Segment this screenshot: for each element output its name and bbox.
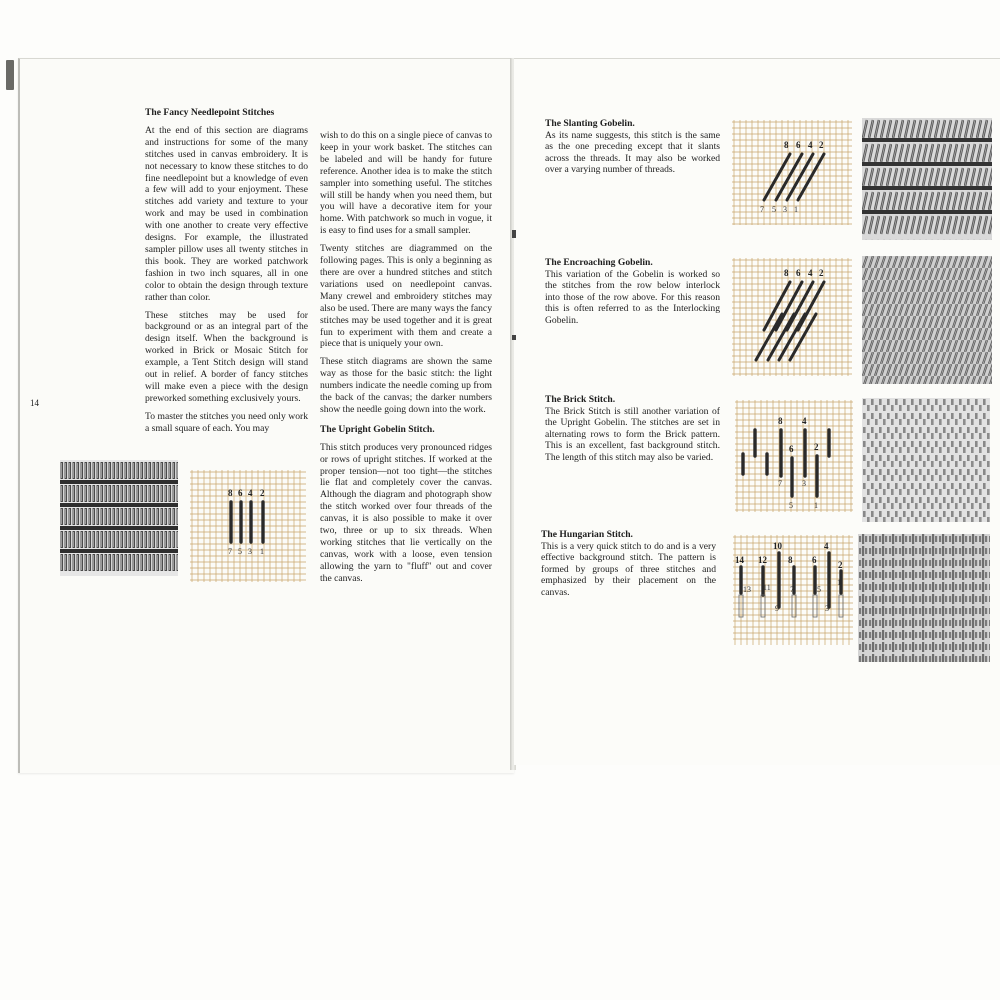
paragraph: At the end of this section are diagrams and instructions for some of the many stitches used in canvas embroidery. It is not necessary to know these stitches to do fine needlepoint but a knowledge of even a few will add to your enjoyment. These stitches add variety and texture to your work and may be used in combination with one another to create very effective designs. For example, the illustrated sampler pillow uses all twenty stitches in this book. They are worked patchwork fashion in two inch squares, all in one color to obtain the design through texture rather than color.	[145, 124, 308, 303]
diagram-number: 5	[238, 547, 242, 556]
paragraph: These stitches may be used for background or as an integral part of the design itself. When the background is worked in Brick or Mosaic Stitch for example, a Tent Stitch design will stand out in relief. A border of fancy stitches will make even a piece with the design preworked something exclusively yours.	[145, 309, 308, 404]
diagram-number: 7	[790, 585, 794, 594]
diagram-number: 5	[817, 585, 821, 594]
diagram-number: 2	[819, 268, 824, 278]
binding-edge	[6, 60, 14, 90]
diagram-number: 8	[788, 555, 793, 565]
diagram-number: 8	[784, 268, 789, 278]
hungarian-stitch-entry	[541, 529, 716, 599]
diagram-number: 1	[794, 205, 798, 214]
diagram-number: 2	[260, 488, 265, 498]
diagram-number: 6	[789, 444, 794, 454]
upright-gobelin-text: This stitch produces very pronounced ridges or rows of upright stitches. If worked at the proper tension—not too tight—the stitches lie flat and completely cover the canvas. Although the diagram and photograph show the stitch worked over four threads of the canvas, it is also possible to make it over two, three or up to six threads. When working stitches that lie vertically on the canvas, work with a loose, even tension allowing the yarn to "fluff" out and cover the canvas.	[320, 441, 492, 584]
diagram-number: 7	[778, 479, 782, 488]
gutter-mark	[512, 230, 516, 238]
encroaching-gobelin-text: This variation of the Gobelin is worked so the stitches from the row below interlock into those of the row above. For this reason this is often referred to as the Interlocking Gobelin.	[545, 268, 720, 326]
brick-stitch-photo	[862, 398, 990, 522]
gutter-mark	[512, 335, 516, 340]
diagram-number: 8	[778, 416, 783, 426]
slanting-gobelin-title: The Slanting Gobelin.	[545, 118, 635, 129]
paragraph: wish to do this on a single piece of canvas to keep in your work basket. The stitches can be labeled and will be handy for future reference. Another idea is to make the stitch sampler into something useful. The stitches will still be handy when you need them, but you will have a decorative item for your home. With patchwork so much in vogue, it is easy to find uses for a small sampler.	[320, 130, 492, 237]
diagram-number: 8	[228, 488, 233, 498]
diagram-number: 3	[783, 205, 787, 214]
diagram-number: 2	[838, 560, 843, 570]
diagram-number: 2	[814, 442, 819, 452]
hungarian-stitch-photo	[858, 534, 990, 662]
diagram-number: 3	[248, 547, 252, 556]
upright-gobelin-title: The Upright Gobelin Stitch.	[320, 423, 435, 435]
paragraph: These stitch diagrams are shown the same way as those for the basic stitch: the light numbers indicate the needle coming up from the back of the canvas; the darker numbers show the needle going down into the work.	[320, 356, 492, 415]
page-number: 14	[30, 398, 39, 408]
brick-stitch-title: The Brick Stitch.	[545, 394, 616, 405]
brick-stitch-text: The Brick Stitch is still another variation of the Upright Gobelin. The stitches are set in alternating rows to form the Brick pattern. This is an excellent, fast background stitch. The length of this stitch may also be varied.	[545, 405, 720, 463]
diagram-number: 6	[796, 140, 801, 150]
section-heading: The Fancy Needlepoint Stitches	[145, 107, 275, 118]
diagram-number: 1	[814, 501, 818, 510]
diagram-number: 14	[735, 555, 744, 565]
slanting-gobelin-photo	[862, 118, 992, 240]
hungarian-stitch-title: The Hungarian Stitch.	[541, 529, 633, 540]
diagram-number: 5	[789, 501, 793, 510]
diagram-number: 11	[763, 583, 771, 592]
canvas-grid	[735, 400, 853, 512]
diagram-number: 4	[802, 416, 807, 426]
encroaching-gobelin-photo	[862, 256, 992, 384]
encroaching-gobelin-title: The Encroaching Gobelin.	[545, 257, 653, 268]
slanting-gobelin-entry	[545, 118, 720, 176]
diagram-number: 4	[808, 268, 813, 278]
diagram-number: 2	[819, 140, 824, 150]
left-column-2	[320, 130, 492, 591]
paragraph: Twenty stitches are diagrammed on the following pages. This is only a beginning as there are over a hundred stitches and stitch variations used on needlepoint canvas. Many crewel and embroidery stitches may also be used. There are many ways the fancy stitches may be used together and it is great fun to experiment with them and create a piece that is uniquely your own.	[320, 243, 492, 350]
diagram-number: 6	[238, 488, 243, 498]
hungarian-stitch-text: This is a very quick stitch to do and is a very effective background stitch. The pattern is formed by groups of three stitches and emphasized by their placement on the canvas.	[541, 540, 716, 598]
diagram-number: 6	[796, 268, 801, 278]
diagram-number: 7	[760, 205, 764, 214]
brick-stitch-entry	[545, 394, 720, 464]
diagram-number: 10	[773, 541, 782, 551]
diagram-number: 12	[758, 555, 767, 565]
paragraph: To master the stitches you need only work a small square of each. You may	[145, 410, 308, 434]
upright-gobelin-photo	[60, 460, 178, 576]
upright-gobelin-diagram	[190, 470, 306, 582]
diagram-number: 5	[772, 205, 776, 214]
diagram-number: 3	[802, 479, 806, 488]
left-column-1	[145, 107, 308, 441]
brick-stitch-diagram	[735, 400, 853, 512]
slanting-gobelin-diagram	[732, 120, 852, 225]
diagram-number: 4	[808, 140, 813, 150]
diagram-number: 9	[775, 604, 779, 613]
encroaching-gobelin-diagram	[732, 258, 852, 376]
canvas-grid	[190, 470, 306, 582]
encroaching-gobelin-entry	[545, 257, 720, 327]
diagram-number: 8	[784, 140, 789, 150]
diagram-number: 6	[812, 555, 817, 565]
diagram-number: 1	[837, 578, 841, 587]
diagram-number: 1	[260, 547, 264, 556]
hungarian-stitch-diagram	[733, 535, 853, 645]
diagram-number: 4	[824, 541, 829, 551]
diagram-number: 7	[228, 547, 232, 556]
slanting-gobelin-text: As its name suggests, this stitch is the same as the one preceding except that it slants across the threads. It may also be worked over a varying number of threads.	[545, 129, 720, 176]
diagram-number: 13	[743, 585, 751, 594]
diagram-number: 4	[248, 488, 253, 498]
diagram-number: 3	[825, 604, 829, 613]
